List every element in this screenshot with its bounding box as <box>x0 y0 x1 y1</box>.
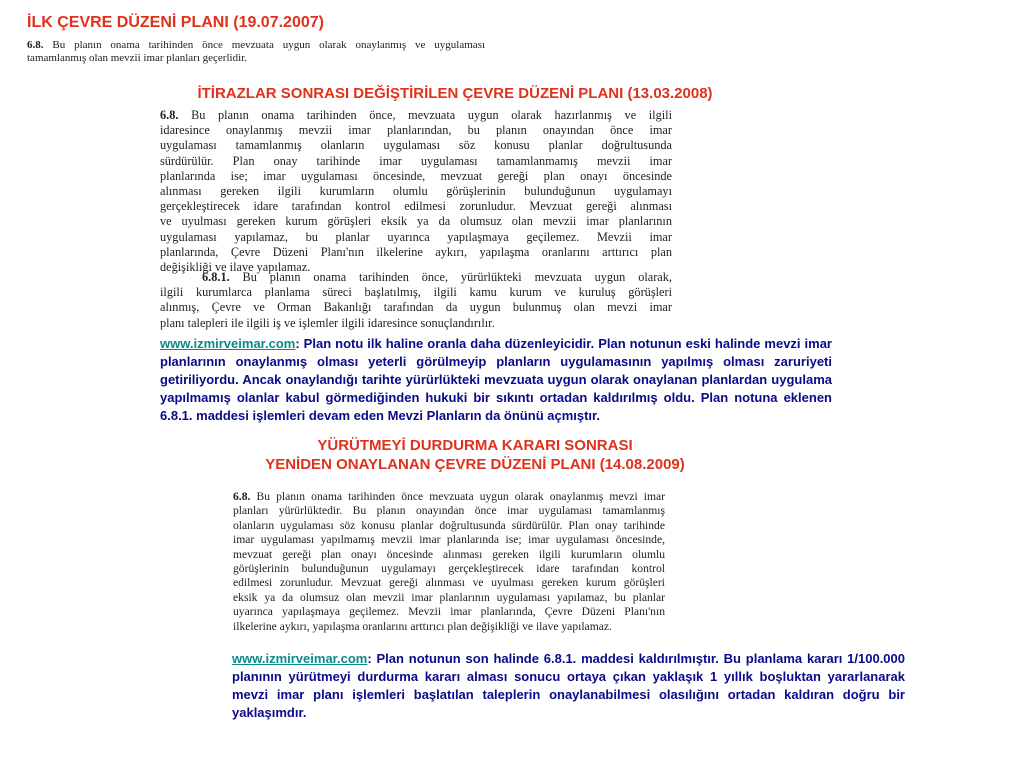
line-text: planlarında, Çevre Düzeni Planı'nın ilkelerine aykırı, yapılaşma oranlarını arttırıcı plan <box>160 244 672 259</box>
text-line <box>233 548 665 562</box>
line-text: eksik ya da olumsuz olan mevzii imar planlarının uygulaması yapılamaz, bu planlar <box>233 590 665 604</box>
clause-number: 6.8. <box>27 39 44 51</box>
clause-6-8-original <box>27 39 485 65</box>
line-text: uygulaması tamamlanmış olanların uygulaması söz konusu planlar doğrultusunda <box>160 138 672 153</box>
clause-6-8-1-revised <box>160 270 672 331</box>
site-link[interactable]: www.izmirveimar.com <box>160 336 296 351</box>
text-line <box>233 620 665 634</box>
text-line <box>233 519 665 533</box>
line-text: Bu planın onama tarihinden önce, yürürlükteki mevzuata uygun olarak, <box>229 270 672 284</box>
text-line <box>233 576 665 590</box>
line-text: imar uygulaması yapılmamış mevzii imar planlarında ise; imar uygulaması öncesinde, <box>233 533 665 547</box>
heading-first-plan: İLK ÇEVRE DÜZENİ PLANI (19.07.2007) <box>27 14 324 31</box>
text-line <box>233 605 665 619</box>
line-text: ve uyulması gereken kurum görüşleri eksik ya da olumsuz olan mevzii imar planlarının <box>160 214 672 229</box>
line-text: görüşlerinin bulunduğunun uygulamayı gerçekleştirecek idare tarafından kontrol <box>233 562 665 576</box>
line-text: değişikliği ve ilave yapılamaz. <box>160 260 311 275</box>
line-text: planları yürürlüktedir. Bu planın onayından önce imar uygulaması tamamlanmış <box>233 504 665 518</box>
line-text: Bu planın onama tarihinden önce mevzuata uygun olarak onaylanmış mevzi imar <box>250 490 665 503</box>
text-line <box>160 154 672 169</box>
text-line <box>27 39 485 52</box>
text-line <box>233 490 665 504</box>
clause-6-8-reapproved <box>233 490 665 634</box>
text-line <box>233 591 665 605</box>
line-text: edilmesi zorunludur. Mevzuat gereği alınması ve uyulması gereken kurum görüşleri <box>233 576 665 590</box>
text-line <box>160 316 672 331</box>
commentary-revised <box>160 335 832 425</box>
text-line <box>160 214 672 229</box>
line-text: Bu planın onama tarihinden önce mevzuata uygun olarak onaylanmış ve uygulaması <box>43 39 485 51</box>
line-text: idaresince onaylanmış mevzii imar planlarından, bu planın onayından önce imar <box>160 123 672 138</box>
text-line <box>160 169 672 184</box>
line-text: olanların uygulaması söz konusu planlar doğrultusunda sürdürülür. Plan onay tarihinde <box>233 518 665 532</box>
text-line <box>160 184 672 199</box>
line-text: uyarınca yapılaşmaya geçilemez. Mevzii imar planlarında, Çevre Düzeni Planı'nın <box>233 605 665 619</box>
commentary-reapproved <box>232 650 905 722</box>
heading-revised-plan: İTİRAZLAR SONRASI DEĞİŞTİRİLEN ÇEVRE DÜZENİ PLANI (13.03.2008) <box>197 85 713 102</box>
clause-number: 6.8. <box>160 108 179 122</box>
line-text: planı talepleri ile ilgili iş ve işlemler ilgili idaresince sonuçlandırılır. <box>160 315 495 330</box>
line-text: mevzuat gereği plan onayı öncesinde alınması gereken ilgili kurumların olumlu <box>233 547 665 561</box>
text-line <box>160 300 672 315</box>
text-line <box>27 52 485 65</box>
line-text: tamamlanmış olan mevzii imar planları geçerlidir. <box>27 52 247 64</box>
text-line <box>160 199 672 214</box>
text-line <box>160 108 672 123</box>
heading-reapproved-plan <box>200 436 750 474</box>
line-text: alınması gereken ilgili kurumların olumlu görüşlerinin bulunduğunun uygulamayı <box>160 184 672 199</box>
text-line <box>160 270 672 285</box>
clause-number: 6.8. <box>233 490 251 503</box>
site-link[interactable]: www.izmirveimar.com <box>232 651 368 666</box>
line-text: ilgili kurumlarca planlama süreci başlatılmış, ilgili kamu kurum ve kuruluş görüşleri <box>160 285 672 300</box>
line-text: alınmış, Çevre ve Orman Bakanlığı tarafından da uygun bulunmuş olan mevzi imar <box>160 300 672 315</box>
text-line <box>233 562 665 576</box>
line-text: ilkelerine aykırı, yapılaşma oranlarını arttırıcı plan değişikliği ve ilave yapılamaz. <box>233 619 612 633</box>
heading-line-2: YENİDEN ONAYLANAN ÇEVRE DÜZENİ PLANI (14.08.2009) <box>265 456 685 473</box>
line-text: gerçekleştirecek idare tarafından kontrol edilmesi zorunludur. Mevzuat gereği alınması <box>160 199 672 214</box>
text-line <box>160 285 672 300</box>
text-line <box>160 230 672 245</box>
text-line <box>160 138 672 153</box>
text-line <box>160 123 672 138</box>
line-text: sürdürülür. Plan onay tarihinde imar uygulaması tamamlanmamış mevzii imar <box>160 153 672 168</box>
clause-6-8-revised <box>160 108 672 275</box>
line-text: uygulaması yapılamaz, bu planlar uyarınca yapılaşmaya geçilemez. Mevzii imar <box>160 229 672 244</box>
line-text: planlarında ise; imar uygulaması öncesinde, mevzuat gereği plan onayı öncesinde <box>160 168 672 183</box>
text-line <box>160 245 672 260</box>
text-line <box>233 533 665 547</box>
heading-line-1: YÜRÜTMEYİ DURDURMA KARARI SONRASI <box>317 437 633 454</box>
clause-number: 6.8.1. <box>202 270 230 284</box>
commentary-text: : Plan notunun son halinde 6.8.1. maddesi kaldırılmıştır. Bu planlama kararı 1/100.000 planının yürütmeyi durdurma kararı alması sonucu ortaya çıkan yaklaşık 1 yıllık boşluktan yararlanarak mevzi imar planı işlemleri başlatılan taleplerin onaylanabilmesi olasılığını ortadan kaldıran doğru bir yaklaşımdır. <box>232 651 905 720</box>
commentary-text: : Plan notu ilk haline oranla daha düzenleyicidir. Plan notunun eski halinde mevzi imar planlarının onaylanmış olması yeterli görülmeyip planların uygulamasının yapılmış olması zaruriyeti getiriliyordu. Ancak onaylandığı tarihte yürürlükteki mevzuata uygun olarak onaylanan planlardan uygulama yapılmamış olanlar kabul görmediğinden hukuki bir sıkıntı ortadan kaldırılmış oldu. Plan notuna eklenen 6.8.1. maddesi işlemleri devam eden Mevzi Planların da önünü açmıştır. <box>160 336 832 423</box>
line-text: Bu planın onama tarihinden önce, mevzuata uygun olarak hazırlanmış ve ilgili <box>178 108 672 122</box>
text-line <box>233 504 665 518</box>
